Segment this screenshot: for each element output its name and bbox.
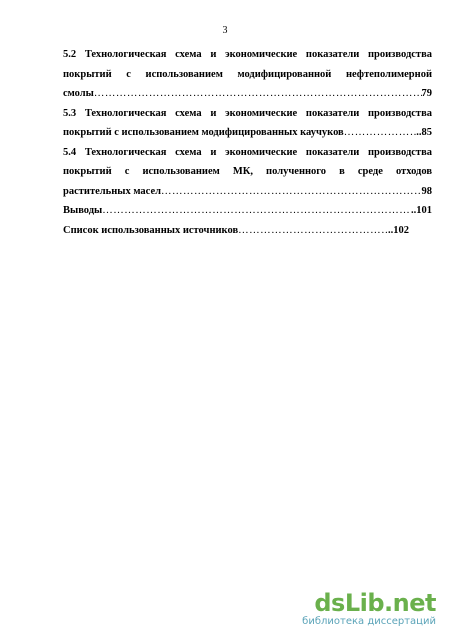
toc-page-number: 79 (421, 88, 432, 99)
toc-page-number: 98 (421, 185, 432, 197)
watermark-subtitle: библиотека диссертаций (302, 616, 436, 627)
toc-entry-5-3 (63, 104, 432, 143)
dot-leader (94, 84, 422, 104)
toc-entry-line: 5.4 Технологическая схема и экономические показатели производства (63, 146, 432, 158)
toc-entry-final-line (63, 84, 432, 104)
toc-entry-line: покрытий с использованием модифицированной нефтеполимерной (63, 68, 432, 80)
page-number: 3 (222, 25, 228, 36)
toc-entry-references (63, 221, 432, 241)
table-of-contents (63, 45, 432, 240)
toc-entry-final-line (63, 201, 432, 221)
toc-entry-text: Список использованных источников (63, 224, 239, 236)
toc-entry-5-4 (63, 143, 432, 202)
toc-entry-text: Выводы (63, 205, 103, 216)
toc-entry-5-2 (63, 45, 432, 104)
site-watermark (302, 590, 436, 628)
toc-entry-line: 5.2 Технологическая схема и экономические показатели производства (63, 49, 432, 60)
toc-entry-text: покрытий с использованием модифицированных каучуков (63, 127, 344, 138)
watermark-logo: dsLib.net (314, 589, 436, 617)
dot-leader (161, 182, 421, 202)
toc-entry-line: покрытий с использованием МК, полученного в среде отходов (63, 166, 432, 177)
dot-leader (344, 123, 417, 143)
dot-leader (102, 201, 411, 221)
toc-page-number: ..85 (416, 127, 432, 138)
toc-entry-text: растительных масел (63, 185, 162, 197)
toc-entry-final-line (63, 182, 432, 202)
dot-leader (238, 221, 388, 241)
toc-page-number: ..101 (411, 205, 432, 216)
toc-entry-conclusions (63, 201, 432, 221)
toc-entry-final-line (63, 221, 409, 241)
toc-entry-text: смолы (63, 88, 94, 99)
toc-entry-final-line (63, 123, 432, 143)
toc-page-number: ..102 (388, 224, 409, 236)
toc-entry-line: 5.3 Технологическая схема и экономические показатели производства (63, 107, 432, 119)
